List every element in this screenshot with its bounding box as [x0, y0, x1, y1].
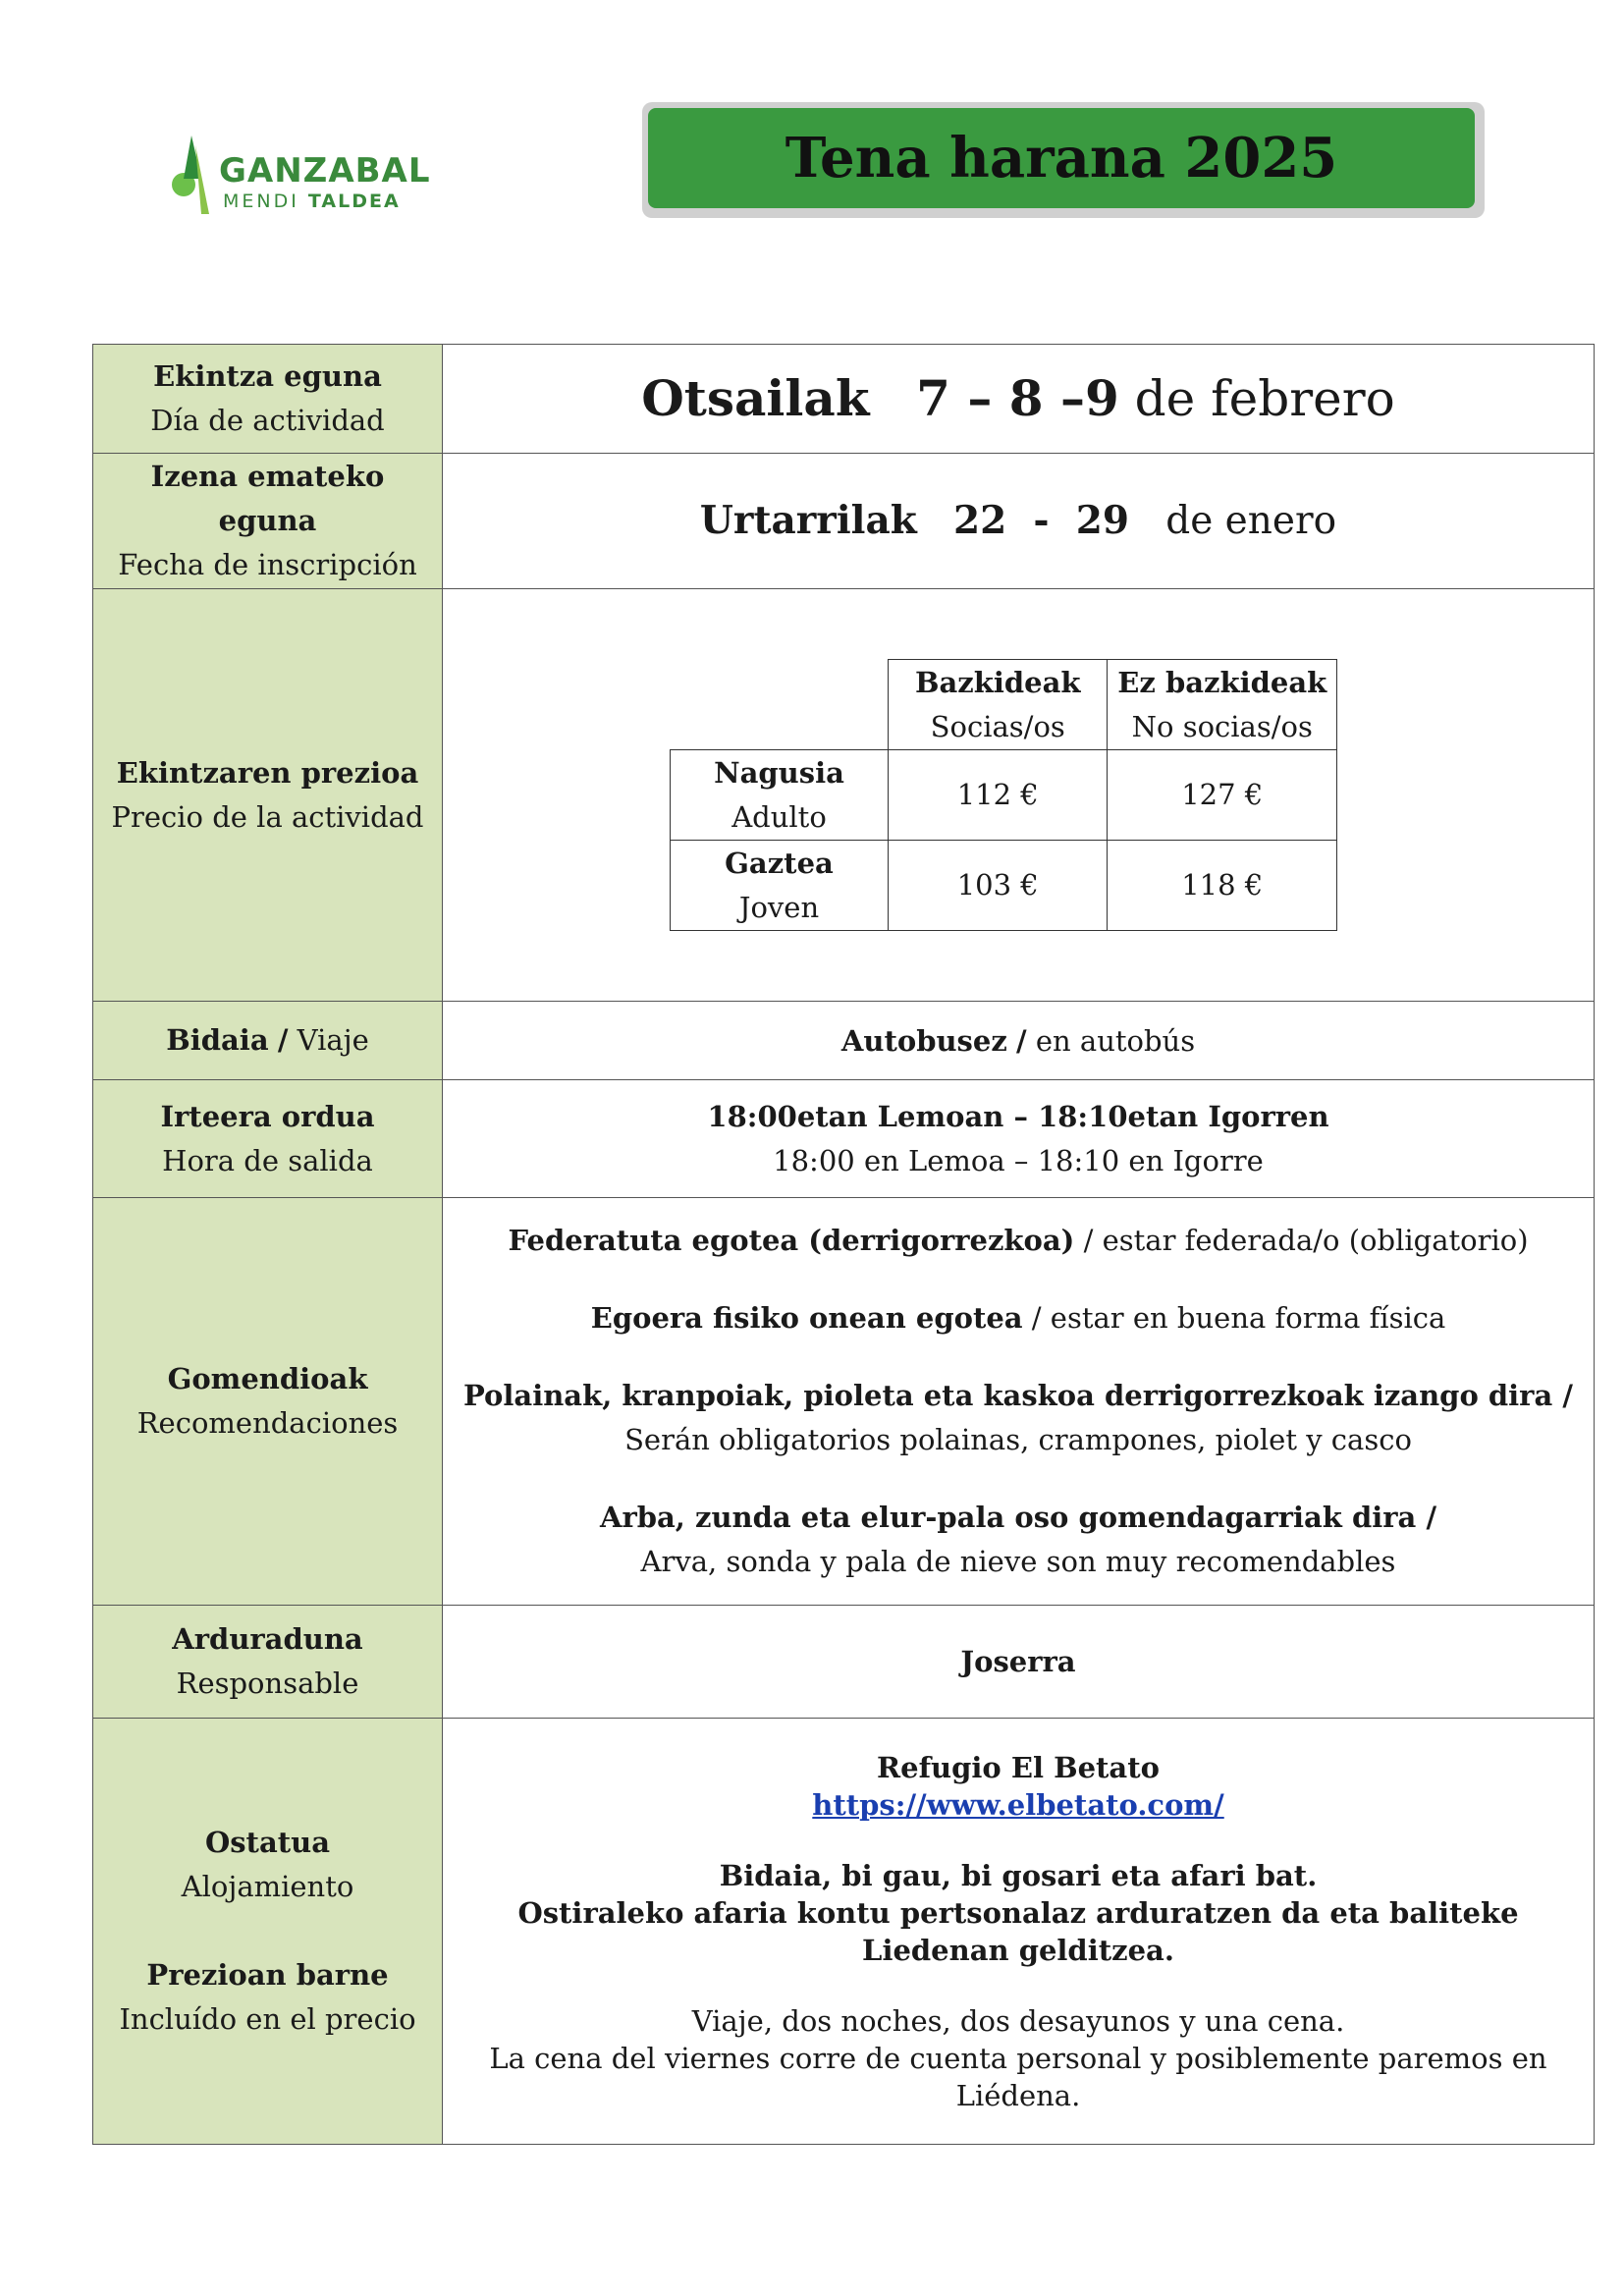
- rec-es: Serán obligatorios polainas, crampones, piolet y casco: [624, 1423, 1412, 1456]
- month-eu: Urtarrilak: [699, 498, 917, 543]
- value-departure: [443, 1080, 1595, 1198]
- row-eu: Gaztea: [725, 846, 834, 880]
- label-inscription: [93, 454, 443, 589]
- label-price: [93, 589, 443, 1002]
- rec-eu: Federatuta egotea (derrigorrezkoa): [508, 1224, 1075, 1257]
- label-eu: Ekintza eguna: [153, 359, 382, 393]
- label-es: Día de actividad: [150, 404, 385, 437]
- days: 22 - 29: [952, 498, 1130, 543]
- row-es: Adulto: [731, 799, 827, 834]
- label2-eu: Prezioan barne: [146, 1958, 389, 1992]
- lodging-es-line2: La cena del viernes corre de cuenta personal y posiblemente paremos en Liédena.: [489, 2041, 1547, 2112]
- col-header-non-members: [1108, 660, 1337, 750]
- label-es: Responsable: [176, 1667, 359, 1700]
- recommendation-item: [443, 1496, 1594, 1584]
- row-es: Joven: [738, 890, 820, 924]
- row-inscription: [93, 454, 1595, 589]
- col-header-members: [889, 660, 1108, 750]
- label-responsible: [93, 1606, 443, 1719]
- label-eu: Bidaia: [166, 1023, 269, 1057]
- label-es: Hora de salida: [162, 1143, 373, 1177]
- rec-es: Arva, sonda y pala de nieve son muy recomendables: [640, 1545, 1396, 1578]
- lodging-eu-line1: Bidaia, bi gau, bi gosari eta afari bat.: [719, 1858, 1318, 1892]
- row-travel: [93, 1002, 1595, 1080]
- col1-es: Socias/os: [930, 709, 1065, 743]
- price-adult-member: 112 €: [889, 750, 1108, 841]
- label-es: Viaje: [297, 1023, 369, 1057]
- month-es: de febrero: [1134, 370, 1395, 427]
- value-eu: Autobusez: [840, 1023, 1007, 1058]
- page-title: Tena harana 2025: [648, 108, 1475, 208]
- row-responsible: [93, 1606, 1595, 1719]
- recommendation-item: Egoera fisiko onean egotea / estar en buena forma física: [590, 1301, 1446, 1335]
- value-es: en autobús: [1035, 1023, 1196, 1058]
- rec-es: estar federada/o (obligatorio): [1102, 1224, 1529, 1257]
- title-banner: [642, 102, 1485, 218]
- value-responsible: Joserra: [443, 1606, 1595, 1719]
- label-eu: Ekintzaren prezioa: [116, 755, 419, 790]
- price-table: [670, 659, 1338, 931]
- label-es: Fecha de inscripción: [118, 548, 417, 581]
- lodging-es-line1: Viaje, dos noches, dos desayunos y una cena.: [691, 2003, 1345, 2038]
- label-es: Precio de la actividad: [111, 799, 424, 834]
- ganzabal-logo: [162, 136, 447, 224]
- rec-eu: Polainak, kranpoiak, pioleta eta kaskoa derrigorrezkoak izango dira /: [463, 1379, 1573, 1412]
- label-eu: Irteera ordua: [160, 1099, 375, 1133]
- value-lodging: [443, 1719, 1595, 2145]
- days: 7 – 8 –9: [916, 369, 1119, 427]
- label-es: Recomendaciones: [136, 1406, 399, 1440]
- logo-subtitle: [223, 191, 401, 212]
- value-eu: 18:00etan Lemoan – 18:10etan Igorren: [707, 1099, 1329, 1133]
- price-row-youth: [670, 841, 1337, 931]
- col1-eu: Bazkideak: [915, 665, 1081, 699]
- value-recommendations: [443, 1198, 1595, 1606]
- lodging-eu-line2: Ostiraleko afaria kontu pertsonalaz arduratzen da eta baliteke Liedenan gelditzea.: [517, 1895, 1519, 1967]
- label-eu-1: Izena emateko: [150, 460, 385, 493]
- label-eu-2: eguna: [218, 504, 317, 537]
- label-lodging: [93, 1719, 443, 2145]
- label-eu: Gomendioak: [167, 1362, 368, 1395]
- row-date: [93, 345, 1595, 454]
- recommendation-item: Federatuta egotea (derrigorrezkoa) / estar federada/o (obligatorio): [508, 1224, 1529, 1257]
- rec-eu: Arba, zunda eta elur-pala oso gomendagarriak dira /: [599, 1501, 1437, 1534]
- label-eu: Arduraduna: [172, 1622, 363, 1656]
- row-departure: [93, 1080, 1595, 1198]
- rec-eu: Egoera fisiko onean egotea: [590, 1301, 1023, 1335]
- col2-eu: Ez bazkideak: [1117, 665, 1327, 699]
- logo-name: GANZABAL: [219, 151, 431, 191]
- value-es: 18:00 en Lemoa – 18:10 en Igorre: [773, 1143, 1264, 1177]
- logo-sub-left: MENDI: [223, 191, 299, 212]
- price-corner: [670, 660, 889, 750]
- label-es: Alojamiento: [181, 1870, 354, 1903]
- value-price: [443, 589, 1595, 1002]
- row-header-adult: [670, 750, 889, 841]
- rec-es: estar en buena forma física: [1050, 1301, 1446, 1335]
- month-es: de enero: [1165, 499, 1337, 543]
- row-recommendations: [93, 1198, 1595, 1606]
- row-lodging: [93, 1719, 1595, 2145]
- lodging-place: Refugio El Betato: [877, 1750, 1160, 1784]
- row-header-youth: [670, 841, 889, 931]
- label-eu: Ostatua: [204, 1826, 331, 1859]
- lodging-website-link[interactable]: https://www.elbetato.com/: [812, 1787, 1224, 1822]
- row-price: [93, 589, 1595, 1002]
- price-row-adult: [670, 750, 1337, 841]
- row-eu: Nagusia: [714, 755, 844, 790]
- price-youth-non-member: 118 €: [1108, 841, 1337, 931]
- logo-sub-right: TALDEA: [307, 191, 401, 212]
- price-adult-non-member: 127 €: [1108, 750, 1337, 841]
- value-date: [443, 345, 1595, 454]
- price-youth-member: 103 €: [889, 841, 1108, 931]
- label-recommendations: [93, 1198, 443, 1606]
- activity-table: [92, 344, 1595, 2145]
- label-date: [93, 345, 443, 454]
- col2-es: No socias/os: [1131, 709, 1313, 743]
- label2-es: Incluído en el precio: [119, 2002, 416, 2036]
- label-travel: Bidaia / Viaje: [93, 1002, 443, 1080]
- value-inscription: [443, 454, 1595, 589]
- month-eu: Otsailak: [641, 369, 870, 427]
- label-departure: [93, 1080, 443, 1198]
- mountain-logo-icon: [162, 136, 221, 214]
- value-travel: Autobusez / en autobús: [443, 1002, 1595, 1080]
- recommendation-item: [443, 1374, 1594, 1462]
